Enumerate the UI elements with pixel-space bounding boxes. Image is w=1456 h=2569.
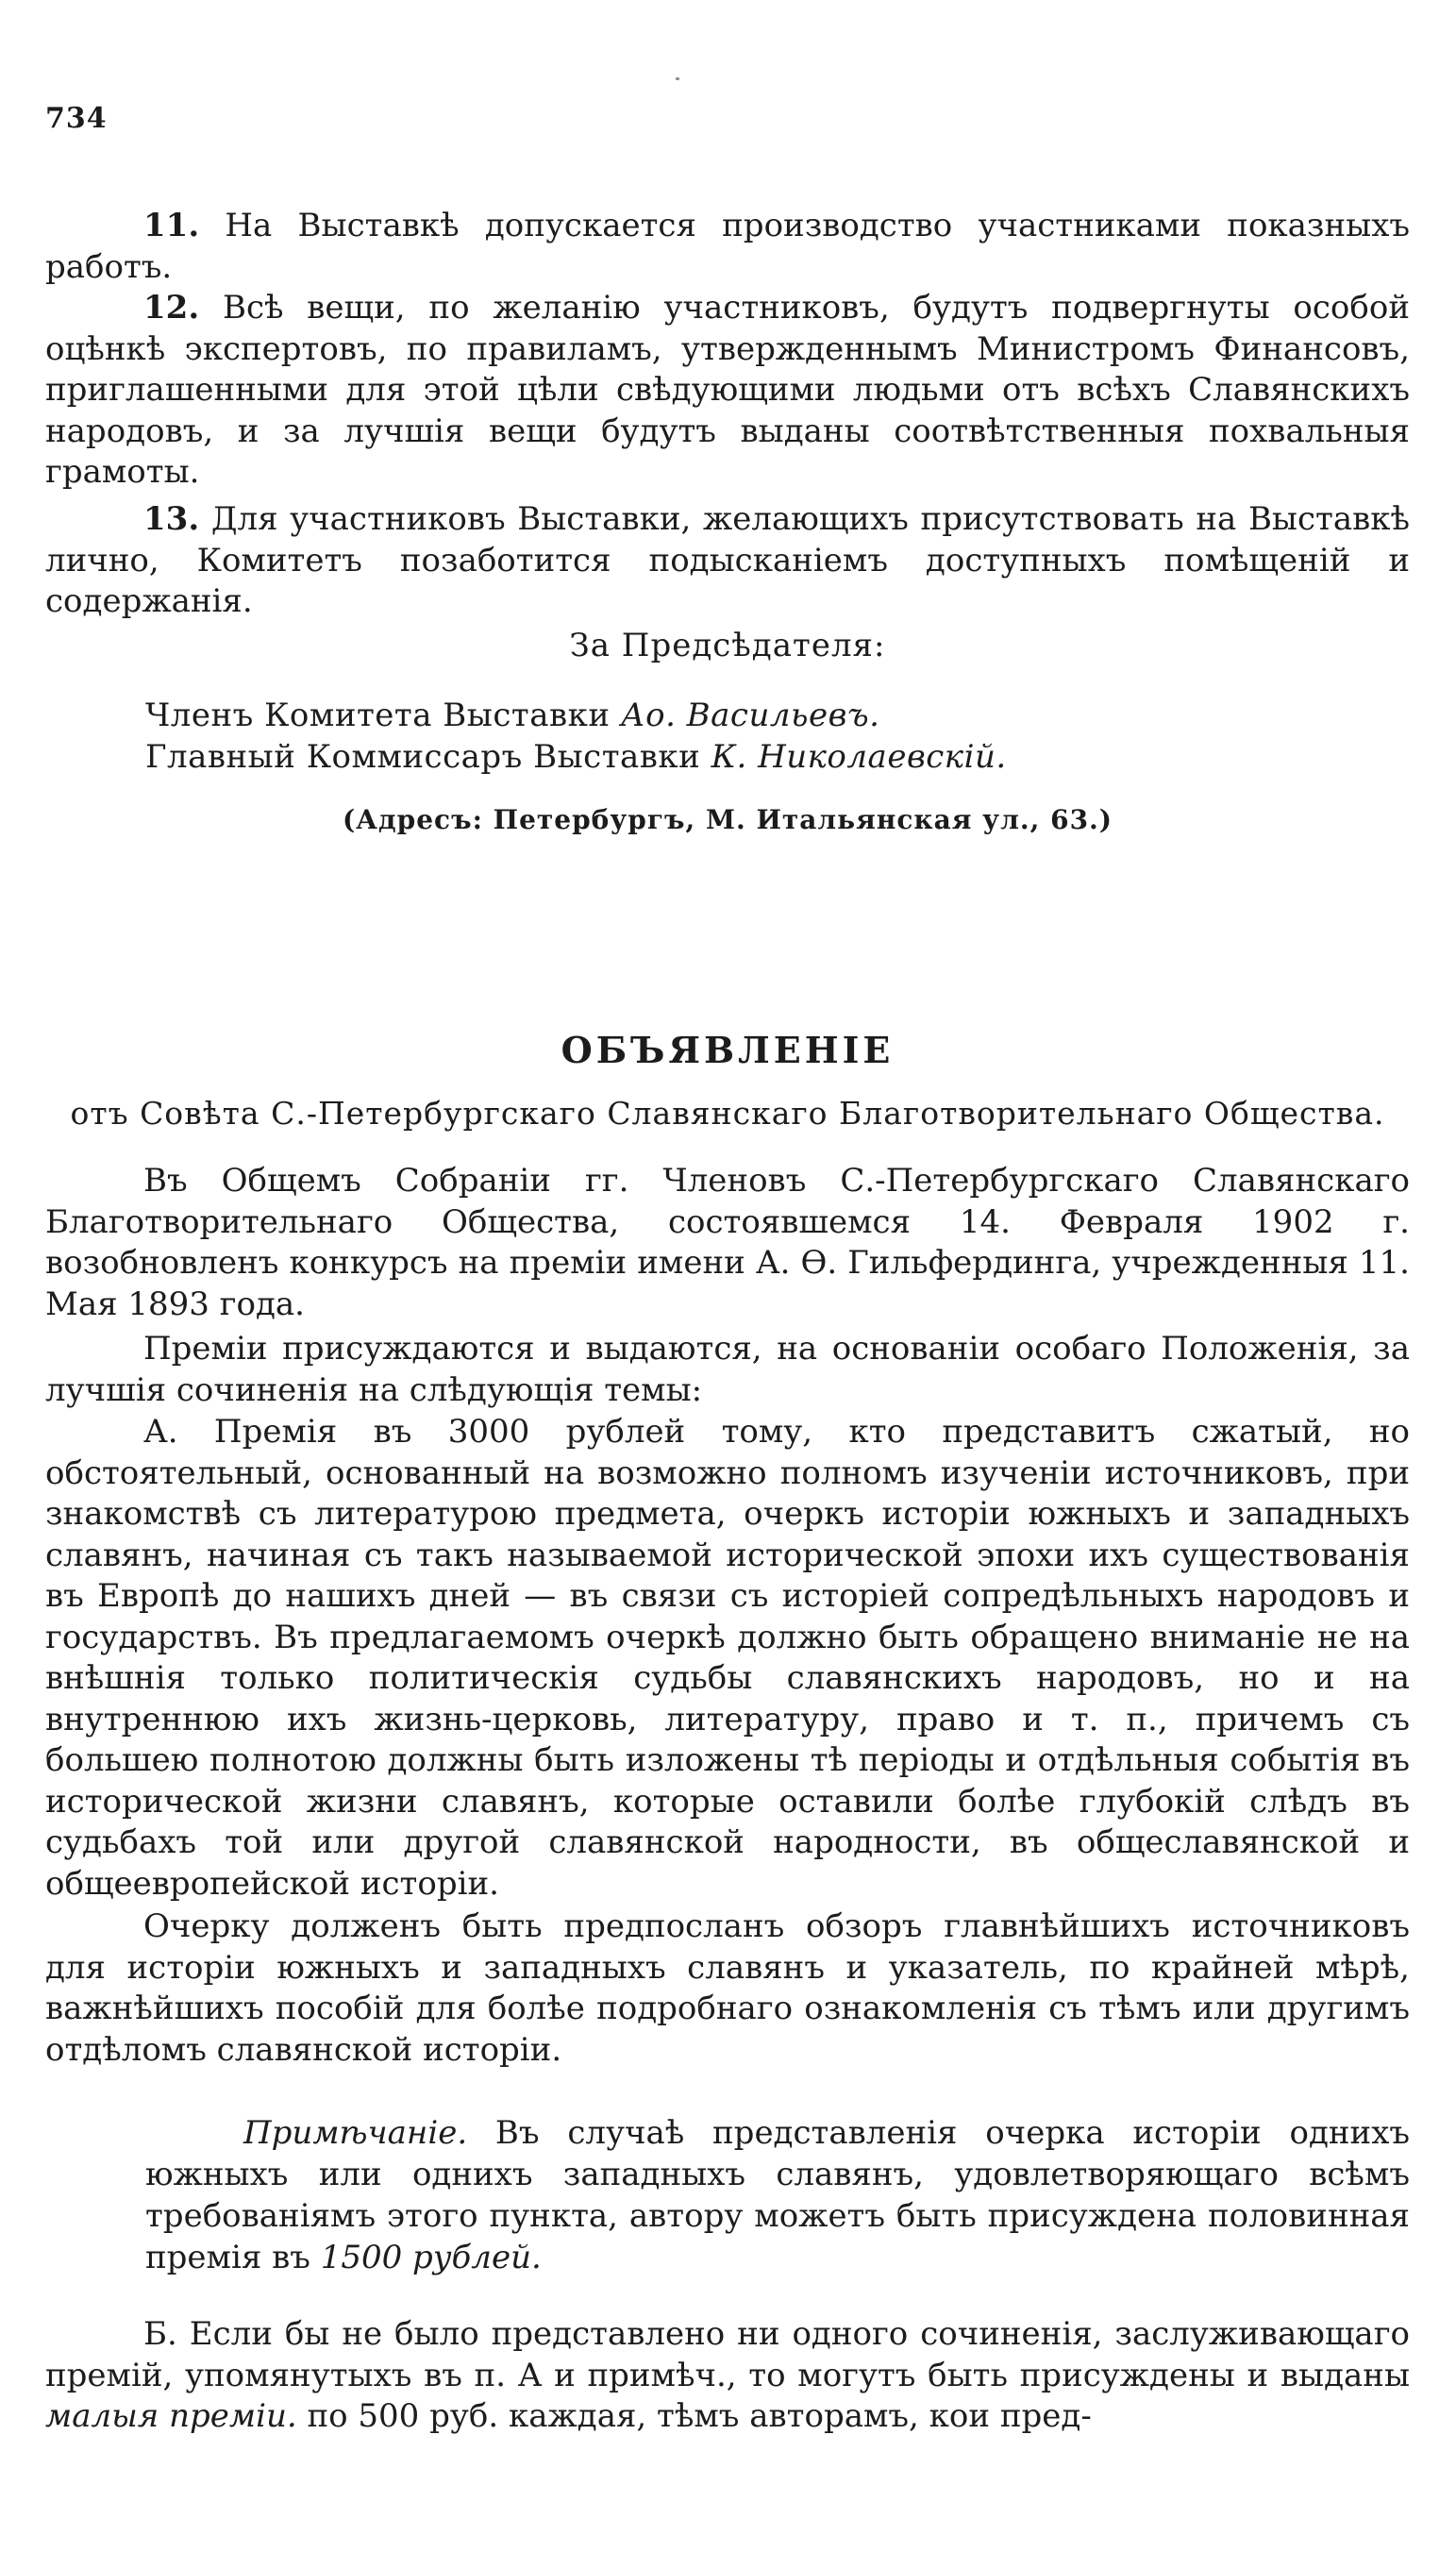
note-text: Въ случаѣ представленія очерка исторіи однихъ южныхъ или однихъ западныхъ славянъ, удовлетворяющаго всѣмъ требованіямъ этого пункта, автору можетъ быть присуждена половинная премія въ [145,2114,1411,2276]
rule-text: На Выставкѣ допускается производство участниками показныхъ работъ. [45,207,1411,286]
rule-11 [45,206,1410,288]
announcement-title: ОБЪЯВЛЕНІЕ [561,1029,895,1071]
announcement-note [145,2112,1410,2278]
paragraph-5-italic: малыя преміи. [45,2397,297,2435]
announcement-paragraph-1: Въ Общемъ Собраніи гг. Членовъ С.-Петербургскаго Славянскаго Благотворительнаго Общества, состоявшемся 14. Февраля 1902 г. возобновленъ конкурсъ на преміи имени А. Ѳ. Гильфердинга, учрежденныя 11. Мая 1893 года. [45,1162,1410,1323]
rule-number: 13. [143,500,200,538]
rule-13 [45,499,1410,623]
signature-role: Главный Коммиссаръ Выставки [145,738,701,776]
announcement-paragraph-2: Преміи присуждаются и выдаются, на основаніи особаго Положенія, за лучшія сочиненія на слѣдующія темы: [45,1330,1410,1409]
signature-for-chairman: За Предсѣдателя: [569,627,886,664]
page-dot [676,77,679,80]
rule-number: 12. [143,289,200,327]
announcement-paragraph-5 [45,2314,1410,2438]
signature-line-1 [145,697,879,734]
paragraph-5-start: Б. Если бы не было представлено ни одного сочиненія, заслуживающаго премій, упомянутыхъ въ п. А и примѣч., то могутъ быть присуждены и выданы [45,2315,1410,2394]
signature-name: Ао. Васильевъ. [620,697,880,734]
announcement-paragraph-3: А. Премія въ 3000 рублей тому, кто представитъ сжатый, но обстоятельный, основанный на возможно полномъ изученіи источниковъ, при знакомствѣ съ литературою предмета, очеркъ исторіи южныхъ и западныхъ славянъ, начиная съ такъ называемой исторической эпохи ихъ существованія въ Европѣ до нашихъ дней — въ связи съ исторіей сопредѣльныхъ народовъ и государствъ. Въ предлагаемомъ очеркѣ должно быть обращено вниманіе не на внѣшнія только политическія судьбы славянскихъ народовъ, но и на внутреннюю ихъ жизнь-церковь, литературу, право и т. п., причемъ съ большею полнотою должны быть изложены тѣ періоды и отдѣльныя событія въ исторической жизни славянъ, которые оставили болѣе глубокій слѣдъ въ судьбахъ той или другой славянской народности, въ общеславянской и общеевропейской исторіи. [45,1413,1410,1903]
paragraph-5-end: по 500 руб. каждая, тѣмъ авторамъ, кои пред- [307,2397,1092,2435]
rule-number: 11. [143,207,200,244]
note-label: Примѣчаніе. [243,2114,468,2152]
rule-12 [45,288,1410,494]
page-number: 734 [45,102,108,135]
signature-name: К. Николаевскій. [711,738,1007,776]
announcement-subtitle: отъ Совѣта С.-Петербургскаго Славянскаго Благотворительнаго Общества. [70,1095,1385,1132]
signature-line-2 [145,738,1007,776]
address: (Адресъ: Петербургъ, М. Итальянская ул., 63.) [342,804,1113,835]
rule-text: Для участниковъ Выставки, желающихъ присутствовать на Выставкѣ лично, Комитетъ позаботится подысканіемъ доступныхъ помѣщеній и содержанія. [45,500,1411,620]
rule-text: Всѣ вещи, по желанію участниковъ, будутъ подвергнуты особой оцѣнкѣ экспертовъ, по правиламъ, утвержденнымъ Министромъ Финансовъ, приглашенными для этой цѣли свѣдующими людьми отъ всѣхъ Славянскихъ народовъ, и за лучшія вещи будутъ выданы соотвѣтственныя похвальныя грамоты. [45,289,1410,491]
announcement-paragraph-4: Очерку долженъ быть предпосланъ обзоръ главнѣйшихъ источниковъ для исторіи южныхъ и западныхъ славянъ и указатель, по крайней мѣрѣ, важнѣйшихъ пособій для болѣе подробнаго ознакомленія съ тѣмъ или другимъ отдѣломъ славянской исторіи. [45,1907,1410,2069]
signature-role: Членъ Комитета Выставки [145,697,611,734]
note-amount: 1500 рублей. [320,2239,542,2276]
